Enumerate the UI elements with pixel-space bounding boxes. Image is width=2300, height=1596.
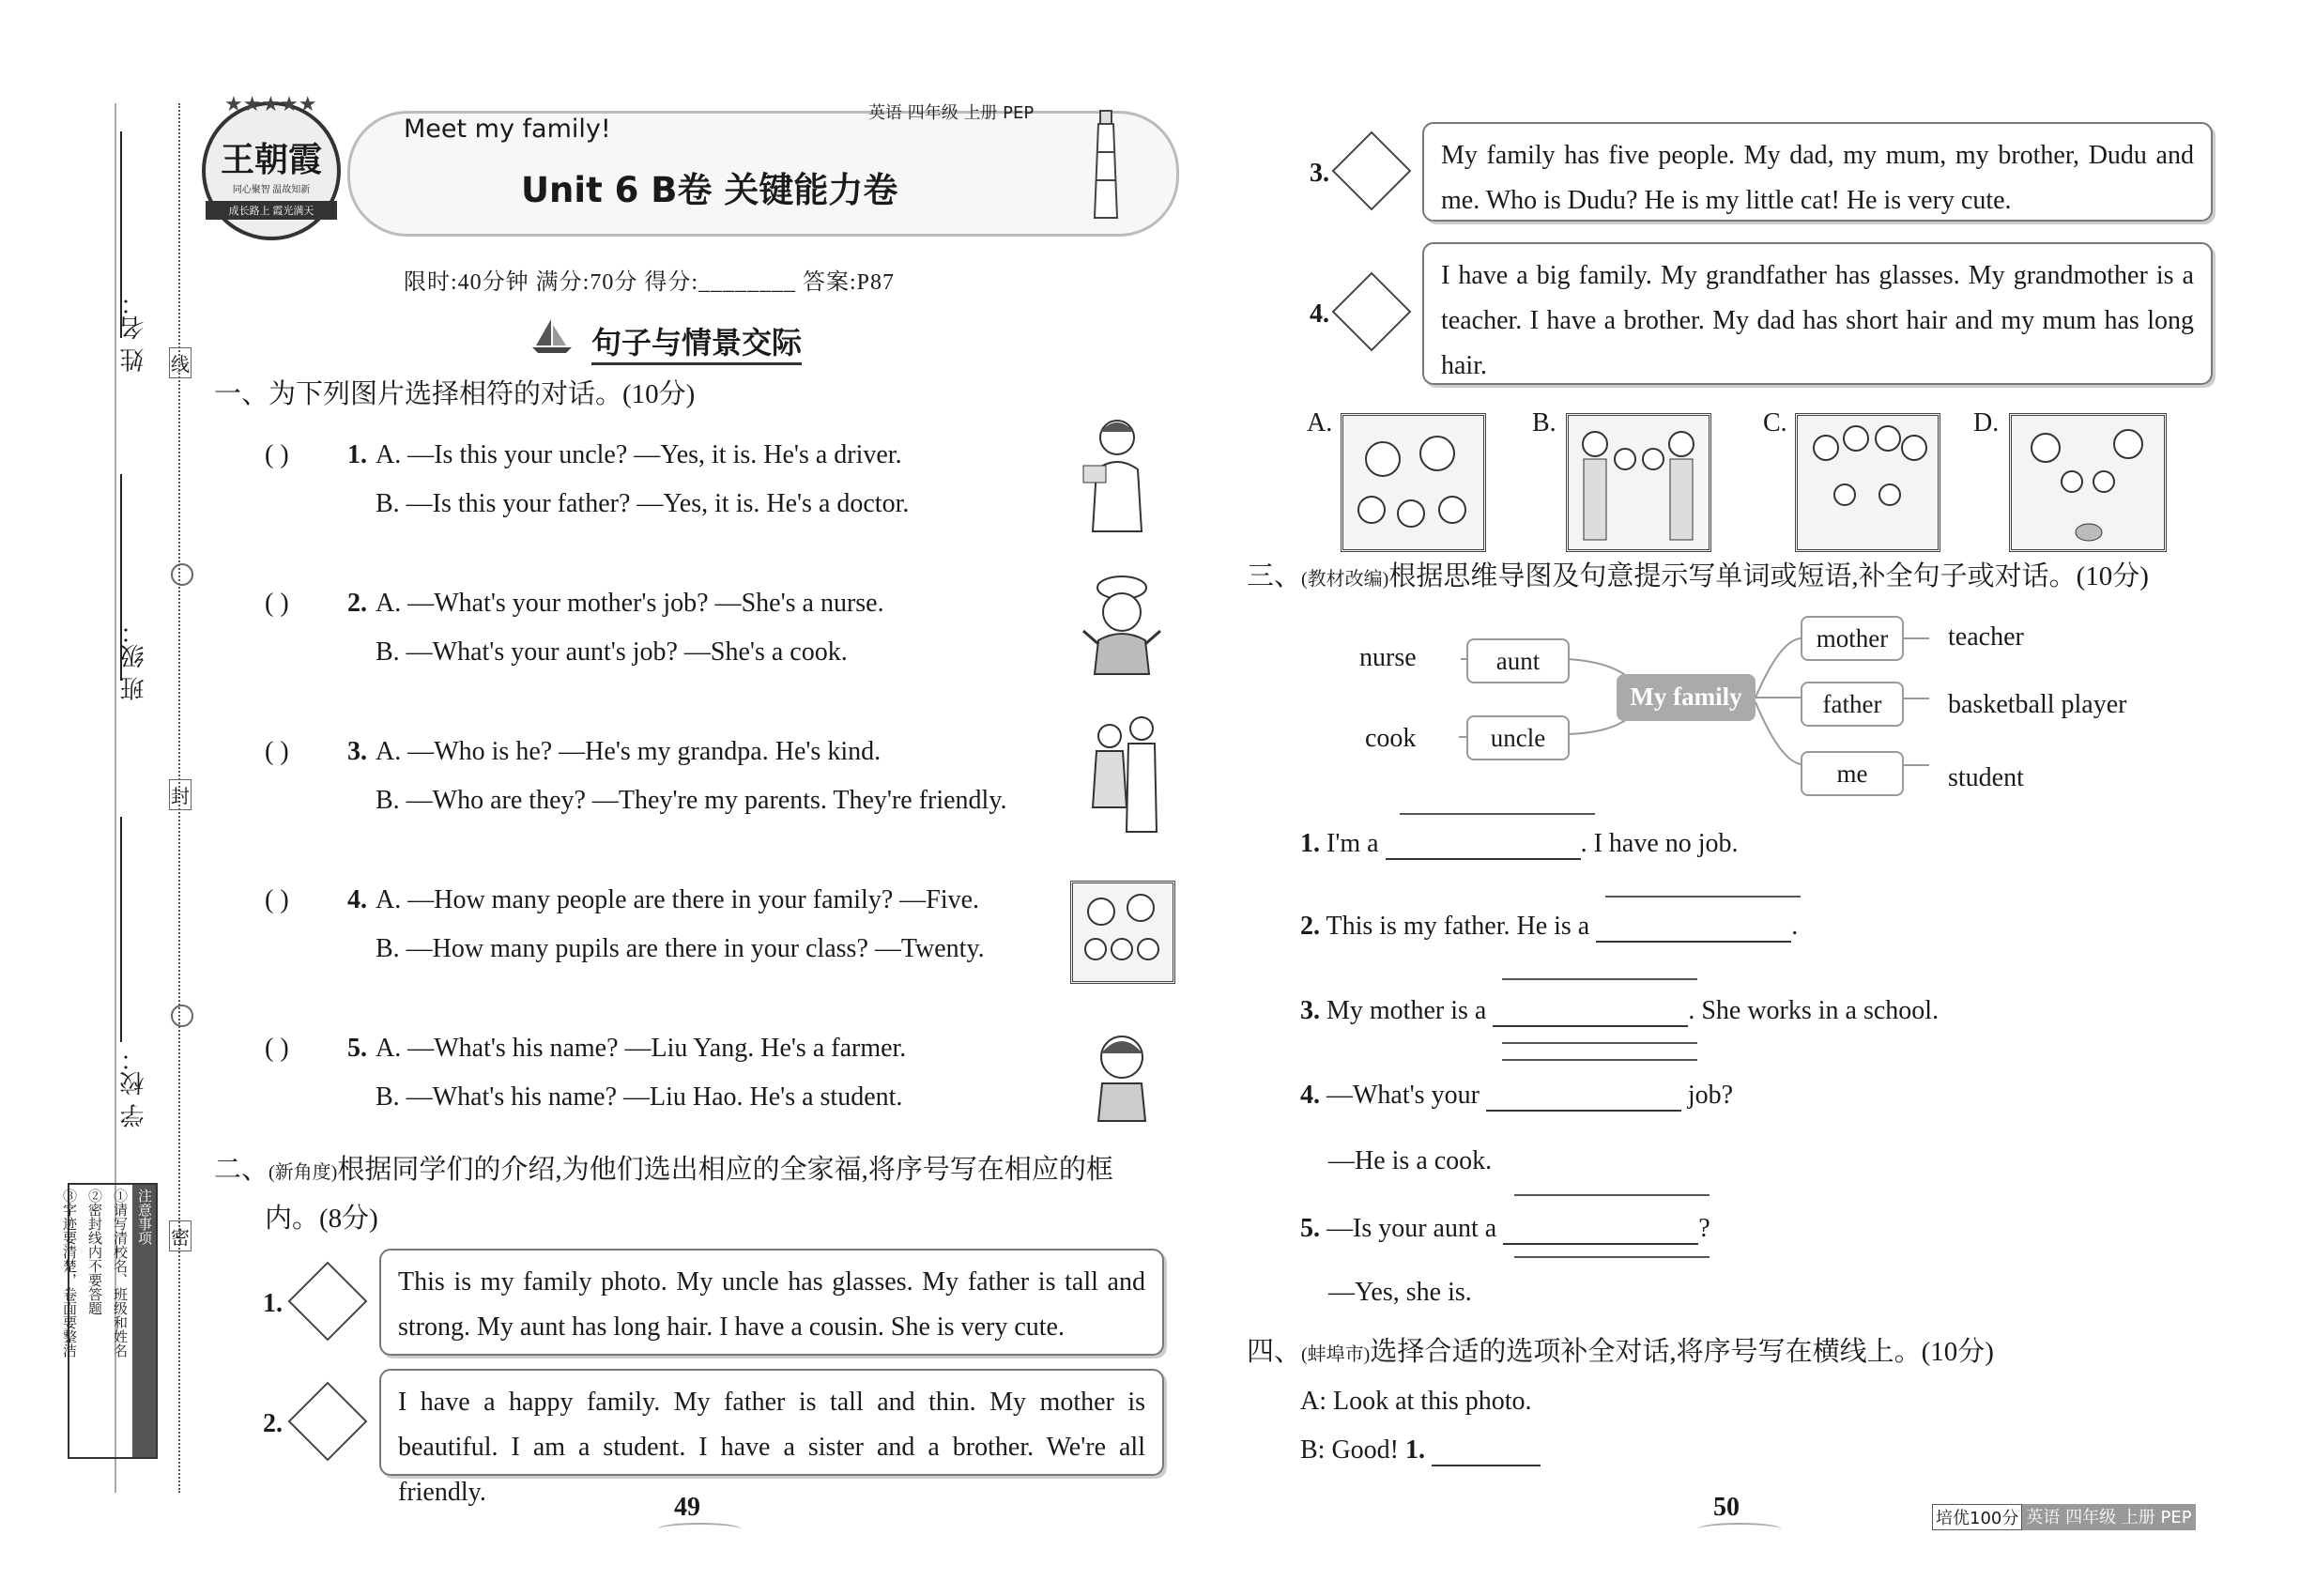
- dialogue-line-b: [1300, 1435, 1541, 1466]
- option-a: A. —Is this your uncle? —Yes, it is. He's a driver.: [376, 440, 902, 469]
- item-text: —What's your: [1326, 1081, 1480, 1110]
- question-number: 5.: [347, 1034, 367, 1063]
- item-number: 3.: [1300, 996, 1320, 1025]
- guide-line: [1514, 1194, 1710, 1196]
- section-banner: 句子与情景交际: [591, 319, 802, 365]
- part2-item-text: I have a big family. My grandfather has glasses. My grandmother is a teacher. I have a brother. My dad has short hair and my mum has long hair.: [1422, 242, 2213, 385]
- option-label: B.: [1532, 408, 1556, 437]
- brand-sub: 同心聚智 温故知新: [232, 185, 311, 195]
- guide-line: [1514, 1256, 1710, 1258]
- part1-heading: 一、为下列图片选择相符的对话。(10分): [214, 379, 696, 409]
- question-number: 2.: [347, 589, 367, 618]
- option-b: B. —How many pupils are there in your class? —Twenty.: [376, 934, 985, 963]
- series-badge: [1932, 1504, 2196, 1530]
- answer-box[interactable]: [288, 1382, 368, 1462]
- notice-title: 注意事项: [132, 1185, 156, 1457]
- mindmap-hint: cook: [1365, 724, 1417, 753]
- part2-heading-num: 二、: [214, 1155, 269, 1185]
- brand-slogan: 成长路上 霞光满天: [206, 201, 337, 220]
- option-label: D.: [1973, 408, 2000, 437]
- guide-line: [1605, 896, 1801, 898]
- page-number-left: 49: [674, 1493, 700, 1522]
- part3-item: [1300, 1213, 1710, 1245]
- boy-picture: [1089, 1029, 1155, 1123]
- answer-blank[interactable]: [1386, 858, 1581, 860]
- page-title: Unit 6 B卷 关键能力卷: [521, 170, 898, 210]
- cook-picture: [1080, 575, 1164, 676]
- option-b: B. —What's his name? —Liu Hao. He's a student.: [376, 1082, 903, 1112]
- item-number: 1.: [1300, 829, 1320, 858]
- option-b: B. —Is this your father? —Yes, it is. He's a doctor.: [376, 489, 910, 518]
- book-tags: 英语 四年级 上册 PEP: [868, 103, 1035, 123]
- item-text: —Is your aunt a: [1326, 1214, 1497, 1243]
- boat-icon: [530, 317, 574, 355]
- mindmap-node-mother: mother: [1801, 616, 1904, 661]
- part2-item-text: I have a happy family. My father is tall and thin. My mother is beautiful. I am a student. I have a sister and a brother. We're all friendly.: [379, 1369, 1164, 1476]
- binding-hole-icon: [171, 1005, 193, 1027]
- part2-item-text: This is my family photo. My uncle has glasses. My father is tall and strong. My aunt has long hair. I have a cousin. She is very cute.: [379, 1249, 1164, 1356]
- option-a: A. —How many people are there in your family? —Five.: [376, 885, 980, 914]
- school-label: 学 校：: [120, 1047, 148, 1128]
- answer-box[interactable]: [288, 1262, 368, 1342]
- part3-heading: [1247, 560, 2149, 596]
- series-tags: 英语 四年级 上册 PEP: [2022, 1504, 2195, 1530]
- name-label: 姓 名：: [120, 291, 148, 373]
- lighthouse-icon: [1089, 105, 1123, 225]
- mindmap-node-me: me: [1801, 751, 1904, 796]
- notice-box: [61, 1183, 158, 1459]
- guide-line: [1502, 1042, 1697, 1044]
- family-photo-d: [2009, 413, 2167, 552]
- mindmap-hint: teacher: [1948, 622, 2024, 652]
- answer-paren[interactable]: ( ): [265, 885, 289, 914]
- doctor-picture: [1080, 413, 1155, 533]
- mindmap-center: My family: [1617, 674, 1756, 721]
- item-number: 4.: [1300, 1081, 1320, 1110]
- mindmap-node-uncle: uncle: [1466, 715, 1570, 760]
- parents-picture: [1089, 714, 1164, 836]
- family-photo-c: [1795, 413, 1940, 552]
- part4-heading-num: 四、: [1247, 1337, 1302, 1367]
- footer-flourish-icon: [1697, 1523, 1782, 1536]
- notice-item: ③字迹要清楚，卷面要整洁: [61, 1189, 76, 1358]
- item-text: ?: [1698, 1214, 1710, 1243]
- notice-item: ②密封线内不要答题: [86, 1189, 101, 1315]
- dialogue-answer: —Yes, she is.: [1328, 1278, 1472, 1307]
- option-a: A. —What's your mother's job? —She's a nurse.: [376, 589, 884, 618]
- item-text: . She works in a school.: [1688, 996, 1940, 1025]
- option-label: C.: [1763, 408, 1787, 437]
- part4-heading-tag: (蚌埠市): [1301, 1344, 1371, 1365]
- question-number: 4.: [347, 885, 367, 914]
- question-number: 1.: [347, 440, 367, 469]
- item-text: This is my father. He is a: [1326, 912, 1590, 941]
- option-b: B. —What's your aunt's job? —She's a cook.: [376, 637, 848, 667]
- dialogue-text: B: Good!: [1300, 1435, 1399, 1465]
- item-number: 2.: [1300, 912, 1320, 941]
- option-a: A. —Who is he? —He's my grandpa. He's kind.: [376, 737, 882, 766]
- family-picture: [1070, 881, 1175, 984]
- answer-box[interactable]: [1332, 131, 1412, 211]
- part2-heading-tag: (新角度): [268, 1162, 338, 1183]
- item-text: job?: [1687, 1081, 1734, 1110]
- answer-paren[interactable]: ( ): [265, 589, 289, 618]
- part3-item: [1300, 828, 1739, 860]
- part4-heading: [1247, 1335, 1994, 1372]
- part2-item-number: 1.: [263, 1289, 283, 1318]
- answer-blank[interactable]: [1493, 1025, 1688, 1027]
- question-number: 3.: [347, 737, 367, 766]
- cut-mark-1: 线: [169, 347, 192, 378]
- part4-heading-text: 选择合适的选项补全对话,将序号写在横线上。(10分): [1370, 1337, 1994, 1367]
- guide-line: [1502, 1059, 1697, 1061]
- option-b: B. —Who are they? —They're my parents. They're friendly.: [376, 786, 1007, 815]
- item-text: .: [1791, 912, 1799, 941]
- part2-item-number: 3.: [1310, 159, 1329, 188]
- mindmap-hint: nurse: [1359, 643, 1417, 672]
- cut-mark-3: 密: [169, 1220, 192, 1251]
- item-text: . I have no job.: [1580, 829, 1739, 858]
- series-name: 培优100分: [1932, 1504, 2022, 1530]
- answer-paren[interactable]: ( ): [265, 737, 289, 766]
- answer-box[interactable]: [1332, 272, 1412, 352]
- part3-heading-text: 根据思维导图及句意提示写单词或短语,补全句子或对话。(10分): [1388, 561, 2149, 591]
- part2-item-number: 4.: [1310, 299, 1329, 329]
- brand-logo: [202, 92, 341, 240]
- dialogue-answer: —He is a cook.: [1328, 1146, 1493, 1175]
- part2-heading-cont: 内。(8分): [265, 1204, 378, 1234]
- dialogue-line-a: A: Look at this photo.: [1300, 1387, 1532, 1416]
- guide-line: [1502, 978, 1697, 980]
- mindmap-node-father: father: [1801, 682, 1904, 727]
- unit-subtitle: Meet my family!: [404, 115, 611, 144]
- part2-item-text: My family has five people. My dad, my mum, my brother, Dudu and me. Who is Dudu? He is my little cat! He is very cute.: [1422, 122, 2213, 222]
- item-text: I'm a: [1326, 829, 1379, 858]
- answer-paren[interactable]: ( ): [265, 440, 289, 469]
- item-number: 5.: [1300, 1214, 1320, 1243]
- item-number: 1.: [1405, 1435, 1425, 1465]
- school-line[interactable]: [120, 817, 141, 1042]
- notice-item: ①请写清校名、班级和姓名: [112, 1189, 127, 1358]
- exam-info: 限时:40分钟 满分:70分 得分:________ 答案:P87: [404, 270, 896, 295]
- answer-blank[interactable]: [1596, 941, 1791, 943]
- mindmap-hint: student: [1948, 763, 2024, 792]
- cut-mark-2: 封: [169, 779, 192, 810]
- part3-heading-tag: (教材改编): [1301, 569, 1389, 590]
- option-label: A.: [1307, 408, 1333, 437]
- class-label: 班 级：: [120, 620, 148, 701]
- page-number-right: 50: [1713, 1493, 1740, 1522]
- footer-flourish-icon: [657, 1523, 742, 1536]
- mindmap-hint: basketball player: [1948, 690, 2127, 719]
- binding-hole-icon: [171, 563, 193, 586]
- family-photo-b: [1566, 413, 1711, 552]
- guide-line: [1400, 813, 1595, 815]
- answer-blank[interactable]: [1432, 1465, 1541, 1466]
- answer-blank[interactable]: [1486, 1110, 1681, 1112]
- answer-paren[interactable]: ( ): [265, 1034, 289, 1063]
- part2-item-number: 2.: [263, 1409, 283, 1438]
- option-a: A. —What's his name? —Liu Yang. He's a farmer.: [376, 1034, 907, 1063]
- part3-item: [1300, 1080, 1733, 1112]
- item-text: My mother is a: [1326, 996, 1487, 1025]
- part3-item: [1300, 995, 1939, 1027]
- part3-heading-num: 三、: [1247, 561, 1302, 591]
- part3-item: [1300, 911, 1798, 943]
- stars-icon: ★★★★★: [224, 92, 317, 115]
- part2-heading: [214, 1153, 1113, 1189]
- brand-name: 王朝霞: [220, 140, 322, 179]
- part2-heading-text: 根据同学们的介绍,为他们选出相应的全家福,将序号写在相应的框: [337, 1155, 1113, 1185]
- mindmap-node-aunt: aunt: [1466, 638, 1570, 683]
- family-photo-a: [1341, 413, 1486, 552]
- answer-blank[interactable]: [1503, 1243, 1698, 1245]
